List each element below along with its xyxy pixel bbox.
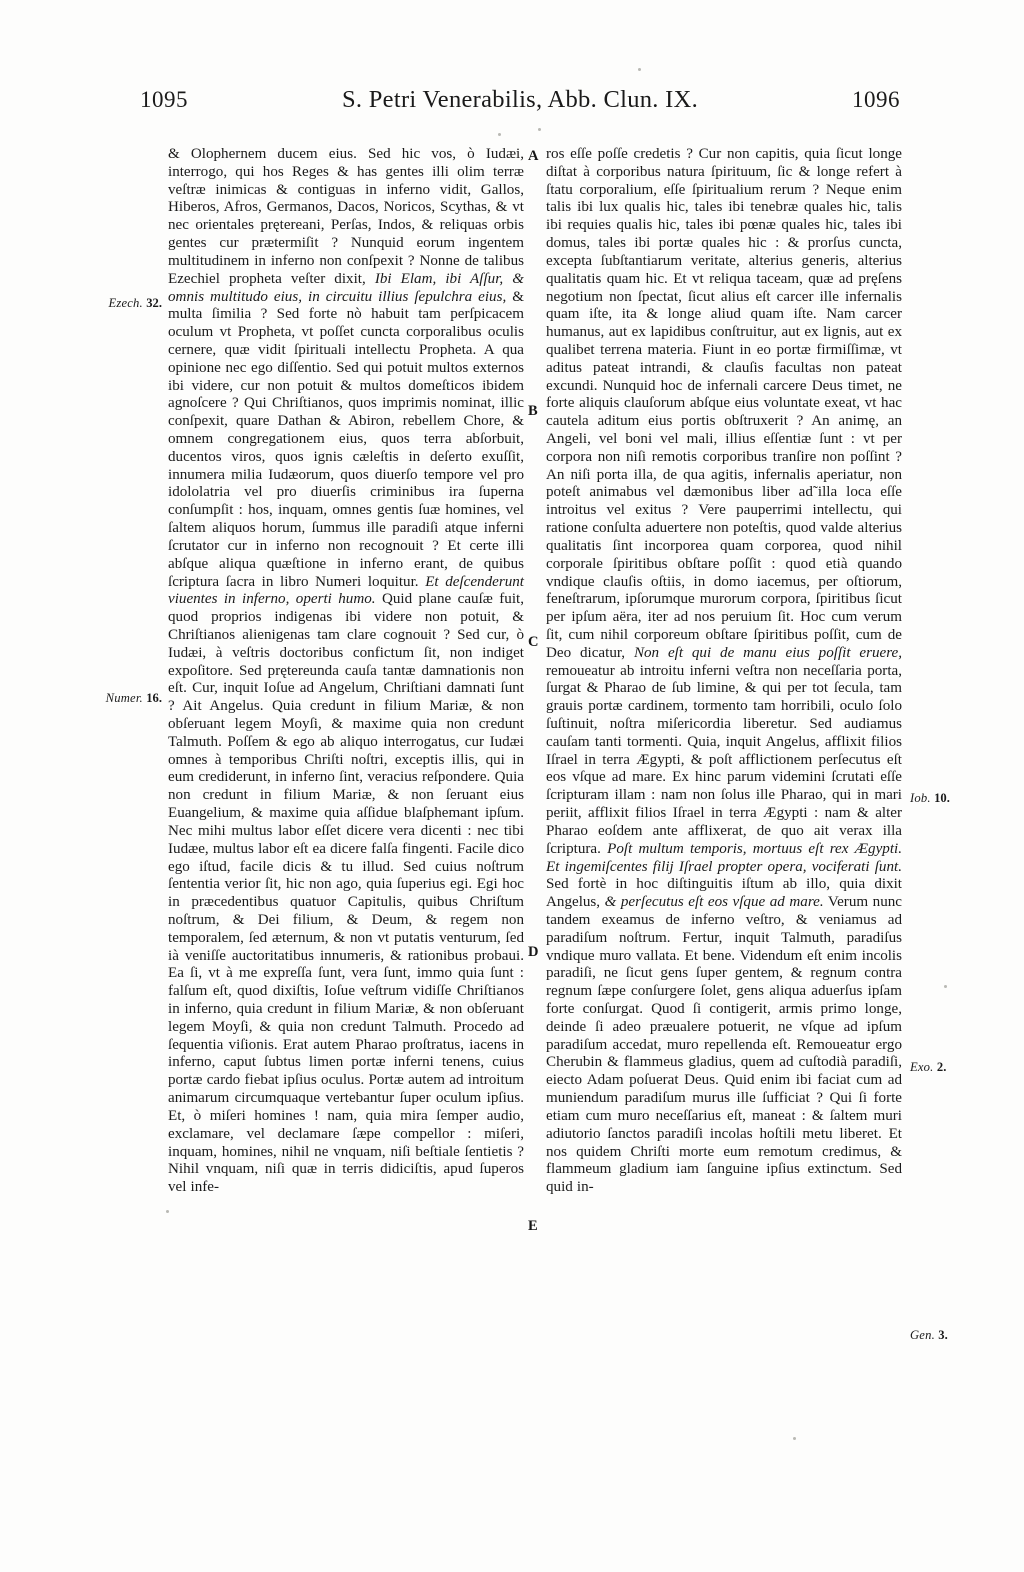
margin-reference [910,1328,1002,1343]
column-left [168,146,524,1197]
text-run: Sed fortè in hoc diſtinguitis iſtum ab illo, quia dixit Angelus, [546,876,902,911]
running-head [140,86,900,122]
scripture-quote: Non eſt qui de manu eius poſſit eruere, [633,644,903,661]
scan-speck [638,68,641,71]
margin-reference-number: 32. [146,296,162,310]
section-letter: B [528,403,538,419]
margin-reference [910,1060,1002,1075]
section-letter: A [528,148,539,164]
scan-speck [166,1210,169,1213]
scan-speck [538,128,541,131]
page-title: S. Petri Venerabilis, Abb. Clun. IX. [341,86,699,113]
margin-reference-book: Iob. [910,791,935,805]
scripture-quote: Ibi Elam, ibi Aſſur, & omnis multitudo eius, in circuitu illius ſepulchra eius, [168,270,524,305]
text-run: Quid plane cauſæ fuit, quod proprios indigenas ibi videre non potuit, & Chriſtianos alienigenas tam clare cognouit ? Sed cur, ò Iudæi, à veſtris doctoribus confictum ſit, non indiget expoſitore. Sed prętereunda cauſa tantæ damnationis non eſt. Cur, inquit Ioſue ad Angelum, Chriſtiani damnati ſunt ? Ait Angelus. Quia credunt in filium Mariæ, & non obſeruant legem Moyſi, & maxime quia non credunt Talmuth. Poſſem & ego ab aliquo interrogatus, cur Iudæi omnes à temporibus Chriſti noſtri, exceptis illis, qui in eum crediderunt, in inferno ſint, veracius reſpondere. Quia non credunt in filium Mariæ, & non ſeruant eius Euangelium, & maxime quia aſſidue blaſphemant ipſum. Nec mihi multus labor eſſet dicere vera dicenti : nec tibi Iudæe, multus labor eſt ea dicere falſa fingenti. Facile dico ego iſtud, facile dicis & tu illud. Sed cuius noſtrum ſententia verior ſit, hic non ago, quia ſuperius egi. Egi hoc in præcedentibus quatuor Capitulis, quibus Chriſtum noſtrum, & Dei filium, & Deum, & regem non temporalem, ſed æternum, & non vt putatis venturum, ſed ià veniſſe auctoritatibus innumeris, & rationibus probaui. Ea ſi, vt à me expreſſa ſunt, vera ſunt, immo quia ſunt : falſum eſt, quod dixiſtis, Ioſue veſtrum vidiſſe Chriſtianos in inferno, quia credunt in filium Mariæ, & non obſeruant legem Moyſi, & quia non credunt Talmuth. Procedo ad ſequentia viſionis. Erat autem Pharao proſtratus, iacens in inferno, caput ſubtus limen portæ inferni tenens, cuius portæ cardo fiebat ipſius oculus. Portæ autem ad introitum animarum circumquaque vertebantur ſuper oculum ipſius. Et, ò miſeri homines ! nam, quia mira ſemper audio, exclamare, vel declamare ſæpe compellor : miſeri, inquam, homines, nihil ne vnquam, niſi beſtiale ſentietis ? Nihil vnquam, niſi quæ in terris didiciſtis, apud ſuperos vel infe- [168,591,524,1196]
scan-speck [498,133,501,136]
scan-speck [793,1437,796,1440]
margin-reference [70,296,162,311]
margin-reference-number: 3. [938,1328,948,1342]
text-run: & Olophernem ducem eius. Sed hic vos, ò Iudæi, interrogo, qui hos Reges & has gentes illi olim terræ veſtræ inimicas & contiguas in inferno vidit, Gallos, Hiberos, Afros, Germanos, Dacos, Noricos, Scythas, & vt nec orientales prętereani, Perſas, Indos, & reliquas orbis gentes cur prætermiſit ? Nunquid eorum ingentem multitudinem in inferno non conſpexit ? Nonne de talibus Ezechiel propheta veſter dixit, [168,146,524,287]
margin-reference-number: 16. [146,691,162,705]
scan-speck [944,985,947,988]
section-letter: C [528,634,539,650]
margin-reference-book: Ezech. [108,296,147,310]
margin-reference [910,791,1002,806]
folio-number-left: 1095 [140,87,188,112]
margin-reference-book: Numer. [105,691,147,705]
text-run: ros eſſe poſſe credetis ? Cur non capitis, quia ſicut longe diſtat à corporibus natura ſpirituum, ſic & longe refert à ſtatu corporalium, eſſe ſpiritualium rerum ? Neque enim talis ibi lux qualis hic, tales ibi tenebræ quales hic, talis ibi requies qualis hic, tales ibi pœnæ quales hic, tales ibi domus, tales ibi portæ quales hic : & prorſus cuncta, excepta ſubſtantiarum veritate, alterius generis, alterius qualitatis quam hic. Et vt reliqua taceam, quæ ad pręſens negotium non ſpectat, ſicut alius eſt carcer ille infernalis quam iſte, ita & longe aliud quam iſte. Nam carcer humanus, aut ex lapidibus conſtruitur, aut ex lignis, aut ex qualibet terrena materia. Fiunt in eo portæ firmiſſimæ, vt aditus pateat intrandi, & clauſis facultas non pateat excundi. Nunquid hoc de infernali carcere Deus timet, ne forte aliquis clauſorum abſque eius voluntate exeat, vt hac cautela aditum eius portis obſtruxerit ? An animę, an Angeli, vel boni vel mali, illius eſſentiæ ſunt : vt per corpora non niſi remotis corporibus tranſire non poſſint ? An niſi porta illa, de qua agitis, infernalis aperiatur, non poteſt animabus vel dæmonibus liber ad˜illa loca eſſe introitus vel exitus ? Vere pauperrimi intellectu, qui ratione conſulta aduertere non poteſtis, quod valde alterius qualitatis ſint incorporea quam corporea, quod nihil corporale ſpiritibus obſtare poſſit : quod etià quando vndique clauſis oſtiis, in domo iacemus, per oſtiorum, feneſtrarum, ipſorumque murorum corpora, ſpiritibus ſicut per ipſum aëra, iter ad nos peruium ſit. Hoc cum verum ſit, cum nihil corporeum obſtare ſpiritibus poſſit, cum de Deo dicatur, [546,146,902,661]
folio-number-right: 1096 [852,87,900,112]
paragraph-left [168,146,524,1197]
column-right [546,146,902,1197]
text-run: Verum nunc tandem exeamus de inferno veſtro, & veniamus ad paradiſum noſtrum. Fertur, inquit Talmuth, paradiſus vndique muro vallata. Et bene. Videndum eſt enim incolis paradiſi, ne ſicut gens ſuper gentem, & regnum contra regnum ſæpe conſurgere ſolet, gens aliqua aduerſus ipſam forte conſurgat. Quod ſi contigerit, armis primo longe, deinde ſi adeo præualere potuerit, ne vſque ad ipſum paradiſum accedat, muro repellenda eſt. Remoueatur ergo Cherubin & flammeus gladius, quem ad cuſtodià paradiſi, eiecto Adam poſuerat Deus. Quid enim ibi faciat cum ad muniendum paradiſum murus ille ſufficiat ? Qui ſi forte etiam cum muro neceſſarius eſt, maneat : & ſaltem muri adiutorio ſanctos paradiſi incolas hoſtili metu liberet. Et nos quidem Chriſti morte eum remotum credimus, & flammeum gladium iam ſanguine ipſius extinctum. Sed quid in- [546,894,902,1196]
paragraph-right [546,146,902,1197]
margin-reference-number: 10. [934,791,950,805]
margin-reference-book: Exo. [910,1060,937,1074]
scripture-quote: Poſt multum temporis, mortuus eſt rex Ægypti. Et ingemiſcentes filij Iſrael propter opera, vociferati ſunt. [546,840,902,875]
text-run: remoueatur ab introitu inferni veſtra non neceſſaria porta, ſurgat & Pharao de ſub limine, & qui per tot ſecula, tam grauis portæ cardinem, tormento tam horribili, oculo ſolo ſuſtinuit, noſtra miſericordia liberetur. Sed audiamus cauſam tanti tormenti. Quia, inquit Angelus, afflixit filios Iſrael in terra Ægypti, & poſt afflictionem perſecutus eſt eos vſque ad mare. Ex hinc parum videmini ſcrutati eſſe ſcripturam illam : nam non ſolus ille Pharao, qui in mari periit, afflixit filios Iſrael in terra Ægypti : nam & alter Pharao eoſdem ante afflixerat, de quo ait verax illa ſcriptura. [546,662,902,857]
margin-reference-book: Gen. [910,1328,939,1342]
margin-reference-number: 2. [936,1060,947,1074]
text-run: & multa ſimilia ? Sed forte nò habuit tam perſpicacem oculum vt Propheta, vt poſſet cuncta corporalibus oculis cernere, quæ vidit ſpirituali intellectu Propheta. A qua opinione nec ego diſſentio. Sed qui potuit multos externos ibi videre, cur non potuit & multos domeſticos ibidem agnoſcere ? Qui Chriſtianos, quos imprimis nominat, illic conſpexit, quare Dathan & Abiron, rebellem Chore, & omnem congregationem eius, quos terra abſorbuit, ducentos viros, quos ignis cæleſtis in deſerto exuſſit, innumera milia Iudæorum, quos diuerſo tempore vel pro idololatria vel pro diuerſis criminibus ira ſuperna conſumpſit : hos, inquam, omnes gentis ſuæ homines, vel ſaltem aliquos horum, ſummus ille paradiſi atque inferni ſcrutator cur in inferno non recognouit ? Et certe illi abſque aliqua quæſtione in inferno erant, de quibus ſcriptura ſacra in libro Numeri loquitur. [168,288,524,590]
margin-reference [70,691,162,706]
text-columns [168,146,902,1197]
scripture-quote: & perſecutus eſt eos vſque ad mare. [604,894,824,911]
section-letter: D [528,944,539,960]
section-letter: E [528,1218,538,1234]
scripture-quote: Et deſcenderunt viuentes in inferno, operti humo. [168,573,525,608]
